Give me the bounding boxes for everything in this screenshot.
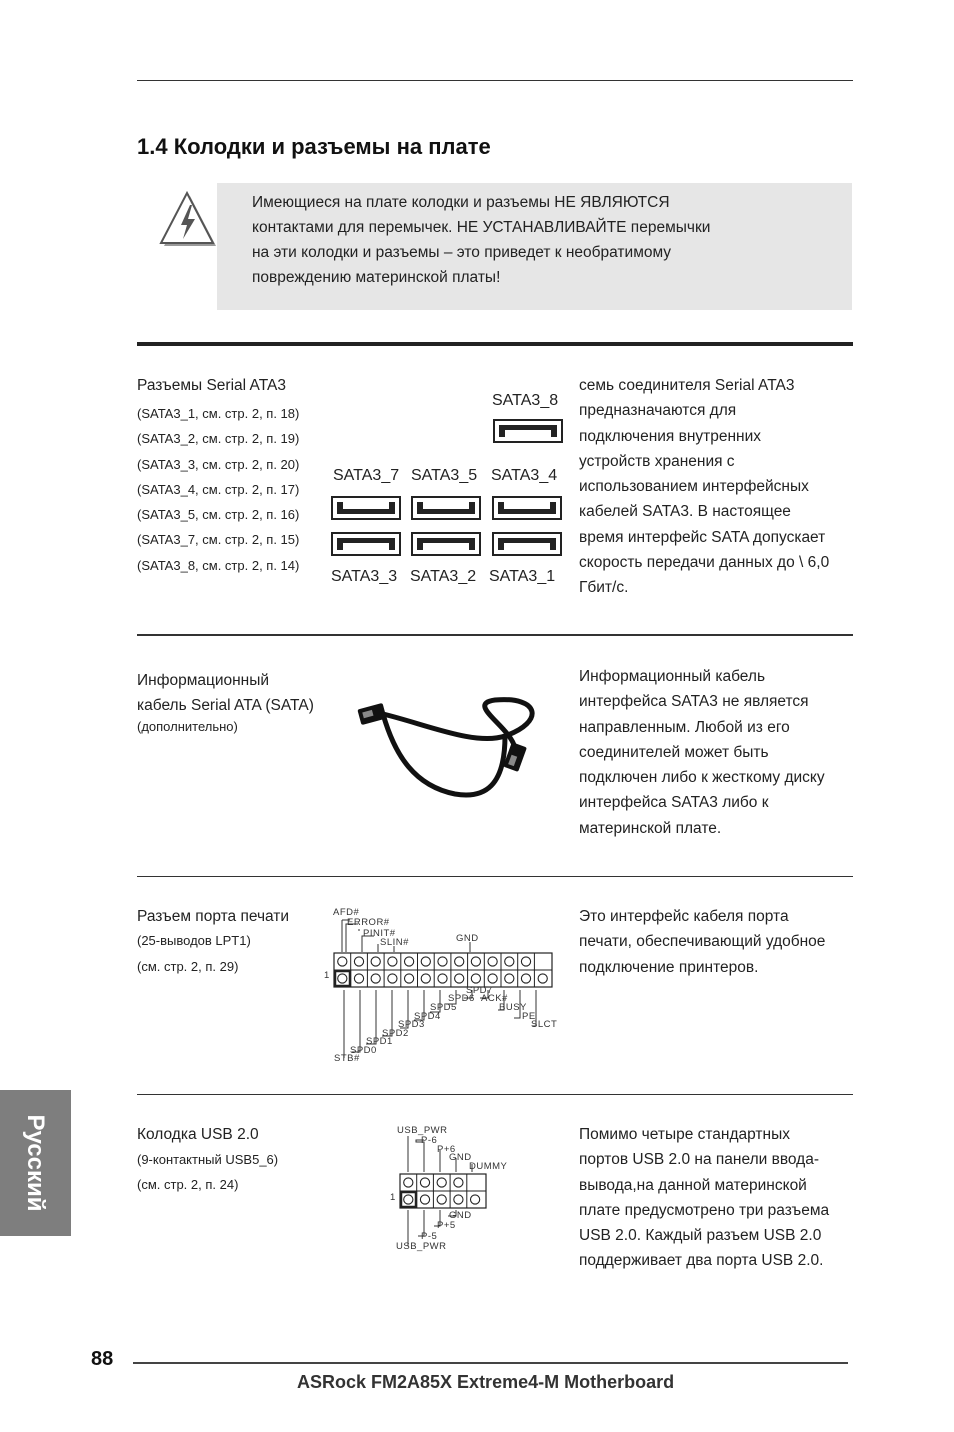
- sata-ref: (SATA3_7, см. стр. 2, п. 15): [137, 532, 300, 548]
- usb-pin-gnd-bottom: GND: [449, 1210, 472, 1221]
- sata-ref: (SATA3_5, см. стр. 2, п. 16): [137, 507, 300, 523]
- usb-pins-count: (9-контактный USB5_6): [137, 1152, 279, 1167]
- top-rule: [137, 80, 853, 81]
- sata-cable-image: [355, 686, 555, 806]
- cable-desc-line: материнской плате.: [579, 819, 722, 837]
- cable-description: [579, 664, 859, 841]
- usb-desc-line: плате предусмотрено три разъема: [579, 1201, 830, 1219]
- cable-desc-line: соединителей может быть: [579, 743, 769, 761]
- sata-desc-line: подключения внутренних: [579, 427, 762, 445]
- usb-pin-p-plus5: P+5: [437, 1220, 456, 1231]
- usb-desc-line: Помимо четыре стандартных: [579, 1126, 790, 1143]
- usb-leader-lines: [396, 1130, 516, 1254]
- sata-desc-line: предназначаются для: [579, 402, 737, 420]
- sata-desc-line: скорость передачи данных до \ 6,0: [579, 554, 830, 572]
- sata3-2-connector: [411, 532, 481, 556]
- lpt-desc-line: подключение принтеров.: [579, 958, 759, 976]
- lpt-pin-spd6: SPD6: [448, 993, 475, 1004]
- lpt-pin-spd0: SPD0: [350, 1045, 377, 1056]
- usb-label: Колодка USB 2.0: [137, 1126, 259, 1143]
- lpt-pin-pe: PE: [522, 1011, 536, 1022]
- sata3-5-label: SATA3_5: [411, 467, 478, 484]
- footer-title: ASRock FM2A85X Extreme4-M Motherboard: [297, 1372, 675, 1392]
- lpt-pin-afd: AFD#: [333, 907, 360, 918]
- lpt-pin-ack: ACK#: [481, 993, 508, 1004]
- sata-label: Разъемы Serial ATA3: [137, 377, 286, 394]
- usb-desc-line: USB 2.0. Каждый разъем USB 2.0: [579, 1227, 822, 1245]
- warning-line: контактами для перемычек. НЕ УСТАНАВЛИВАЙТЕ перемычки: [252, 219, 711, 236]
- usb-desc-line: портов USB 2.0 на панели ввода-: [579, 1151, 819, 1169]
- warning-triangle-lightning-icon: [157, 187, 217, 249]
- lpt-pin-busy: BUSY: [499, 1002, 527, 1013]
- sata3-1-label: SATA3_1: [489, 568, 556, 585]
- warning-text: [252, 190, 812, 290]
- lpt-pin-spd4: SPD4: [414, 1011, 441, 1022]
- lpt-description: [579, 904, 859, 980]
- usb-pin-one: 1: [390, 1192, 396, 1203]
- sata-ref: (SATA3_2, см. стр. 2, п. 19): [137, 431, 300, 447]
- lpt-pin-stb: STB#: [334, 1053, 360, 1064]
- warning-line: на эти колодки и разъемы – это приведет к необратимому: [252, 244, 672, 261]
- cable-label-line: Информационный: [137, 672, 270, 689]
- lpt-pin-spd5: SPD5: [430, 1002, 457, 1013]
- sata3-4-connector: [492, 496, 562, 520]
- sata-desc-line: время интерфейс SATA допускает: [579, 528, 826, 546]
- section-title: 1.4 Колодки и разъемы на плате: [137, 134, 491, 159]
- usb-desc-line: вывода,на данной материнской: [579, 1176, 807, 1194]
- section-rule: [137, 876, 853, 877]
- lpt-pin-pinit: PINIT#: [363, 928, 396, 939]
- page-number: 88: [91, 1348, 114, 1370]
- sata-ref: (SATA3_8, см. стр. 2, п. 14): [137, 557, 300, 573]
- sata-desc-line: устройств хранения с: [579, 452, 735, 470]
- sata-description: [579, 373, 859, 601]
- cable-desc-line: интерфейса SATA3 либо к: [579, 794, 769, 812]
- sata3-8-label: SATA3_8: [492, 392, 559, 409]
- usb-ref: (см. стр. 2, п. 24): [137, 1177, 239, 1192]
- usb-pin-p-plus6: P+6: [437, 1144, 456, 1155]
- sata-ref: (SATA3_1, см. стр. 2, п. 18): [137, 406, 300, 421]
- language-side-tab-label: Русский: [22, 1114, 49, 1212]
- lpt-desc-line: печати, обеспечивающий удобное: [579, 933, 826, 951]
- warning-line: повреждению материнской платы!: [252, 269, 501, 286]
- cable-desc-line: интерфейса SATA3 не является: [579, 693, 809, 711]
- lpt-label: Разъем порта печати: [137, 908, 290, 925]
- usb-pin-dummy: DUMMY: [469, 1161, 508, 1172]
- usb-pin-gnd-top: GND: [449, 1152, 472, 1163]
- usb-pin-p-minus6: P-6: [421, 1135, 438, 1146]
- language-side-tab: [0, 1090, 71, 1236]
- lpt-pin-spd7: SPD7: [466, 985, 493, 996]
- sata-refs: [137, 401, 299, 578]
- sata-ref: (SATA3_3, см. стр. 2, п. 20): [137, 456, 300, 472]
- usb-description: [579, 1122, 859, 1274]
- sata-desc-line: использованием интерфейсных: [579, 478, 809, 496]
- cable-label-line: кабель Serial ATA (SATA): [137, 697, 314, 715]
- sata-desc-line: семь соединителя Serial ATA3: [579, 377, 795, 394]
- sata3-3-label: SATA3_3: [331, 568, 398, 585]
- lpt-ref: (см. стр. 2, п. 29): [137, 959, 239, 974]
- cable-desc-line: подключен либо к жесткому диску: [579, 769, 825, 787]
- usb-pin-p-minus5: P-5: [421, 1231, 438, 1242]
- sata3-7-connector: [331, 496, 401, 520]
- lpt-desc-line: Это интерфейс кабеля порта: [579, 908, 789, 925]
- sata3-5-connector: [411, 496, 481, 520]
- cable-desc-line: Информационный кабель: [579, 668, 766, 685]
- footer-rule: [133, 1362, 848, 1364]
- lpt-pin-one: 1: [324, 970, 330, 981]
- lpt-pin-gnd: GND: [456, 933, 479, 944]
- lpt-pin-slin: SLIN#: [380, 937, 409, 948]
- usb-desc-line: поддерживает два порта USB 2.0.: [579, 1252, 824, 1270]
- warning-line: Имеющиеся на плате колодки и разъемы НЕ ЯВЛЯЮТСЯ: [252, 194, 670, 211]
- lpt-pin-spd3: SPD3: [398, 1019, 425, 1030]
- sata-desc-line: кабелей SATA3. В настоящее: [579, 503, 791, 521]
- sata3-8-connector: [493, 419, 563, 443]
- lpt-pin-spd2: SPD2: [382, 1028, 409, 1039]
- section-rule: [137, 634, 853, 636]
- sata3-3-connector: [331, 532, 401, 556]
- lpt-pin-slct: SLCT: [531, 1019, 558, 1030]
- usb-pin-usb-pwr-top: USB_PWR: [397, 1125, 448, 1136]
- cable-desc-line: направленным. Любой из его: [579, 718, 790, 736]
- lpt-pins-count: (25-выводов LPT1): [137, 933, 251, 948]
- cable-optional: (дополнительно): [137, 719, 238, 734]
- lpt-pin-error: ERROR#: [347, 917, 390, 928]
- sata3-4-label: SATA3_4: [491, 467, 558, 484]
- sata3-7-label: SATA3_7: [333, 467, 400, 484]
- section-rule-thick: [137, 342, 853, 346]
- section-rule: [137, 1094, 853, 1095]
- cable-label: [137, 668, 314, 719]
- usb-pin-usb-pwr-bottom: USB_PWR: [396, 1241, 447, 1252]
- sata-desc-line: Гбит/с.: [579, 579, 629, 597]
- lpt-pin-spd1: SPD1: [366, 1036, 393, 1047]
- sata-ref: (SATA3_4, см. стр. 2, п. 17): [137, 481, 300, 497]
- sata3-2-label: SATA3_2: [410, 568, 477, 585]
- sata3-1-connector: [492, 532, 562, 556]
